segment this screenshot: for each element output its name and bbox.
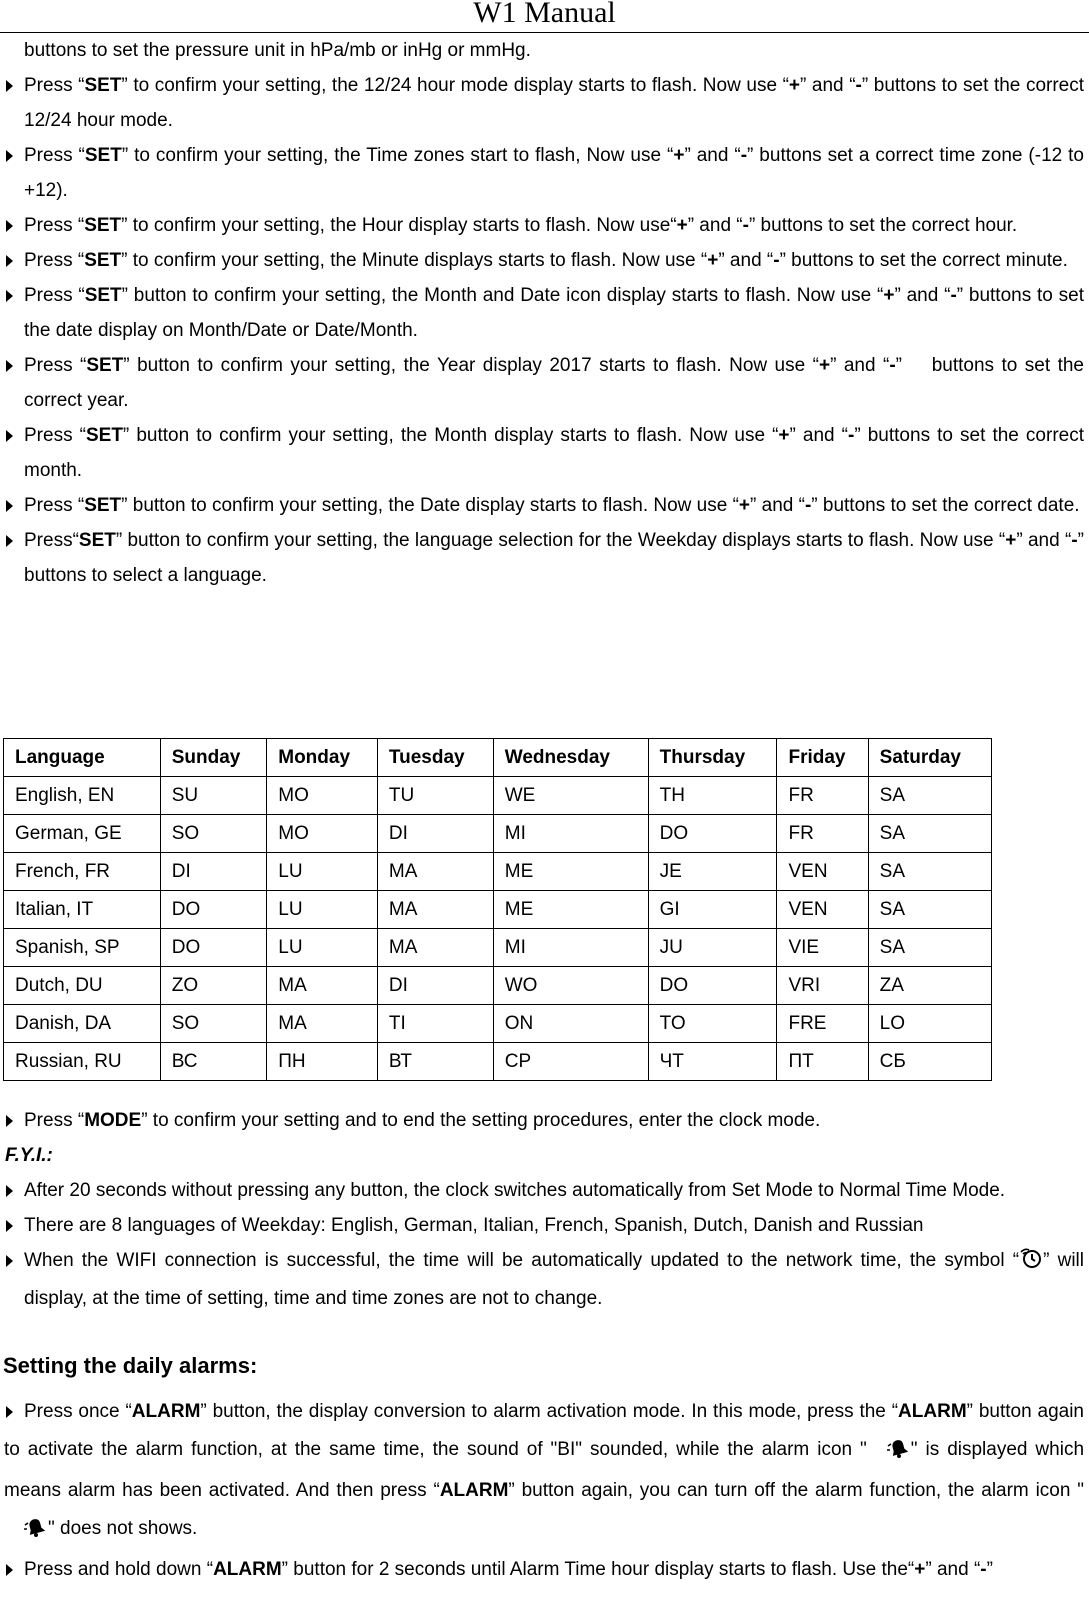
table-cell: VEN — [777, 891, 868, 929]
table-cell: DI — [377, 967, 493, 1005]
table-cell: TH — [648, 777, 777, 815]
alarm-step-activate: Press once “ALARM” button, the display conversion to alarm activation mode. In this mode, press the “ALARM” button again to activate the alarm function, at the same time, the sound of "BI" sounded, while the alarm icon " " is displayed which means alarm has been activated. And then press “ALARM” button again, you can turn off the alarm function, the alarm icon "" does not shows. — [0, 1393, 1089, 1551]
setup-step: Press “SET” to confirm your setting, the Time zones start to flash, Now use “+” and “-” buttons set a correct time zone (-12 to +12). — [0, 138, 1089, 208]
column-header: Sunday — [160, 739, 267, 777]
column-header: Thursday — [648, 739, 777, 777]
table-cell: DI — [377, 815, 493, 853]
table-row — [4, 967, 992, 1005]
table-cell: SO — [160, 1005, 267, 1043]
alarm-bell-icon — [4, 1513, 48, 1551]
table-cell: ON — [493, 1005, 648, 1043]
table-cell: MI — [493, 815, 648, 853]
table-cell: MA — [267, 1005, 378, 1043]
weekday-language-table — [3, 738, 992, 1081]
table-row — [4, 777, 992, 815]
table-cell: ВТ — [377, 1043, 493, 1081]
setup-step: Press “SET” button to confirm your setting, the Month display starts to flash. Now use “+” and “-” buttons to set the correct month. — [0, 418, 1089, 488]
post-table-section — [0, 1103, 1089, 1589]
table-cell: TU — [377, 777, 493, 815]
table-cell: СР — [493, 1043, 648, 1081]
table-cell: DO — [160, 929, 267, 967]
bullet-arrow-icon — [6, 430, 13, 442]
table-cell: TO — [648, 1005, 777, 1043]
bullet-arrow-icon — [6, 360, 13, 372]
setup-step: Press “SET” to confirm your setting, the Hour display starts to flash. Now use“+” and “-” buttons to set the correct hour. — [0, 208, 1089, 243]
table-header-row — [4, 739, 992, 777]
column-header: Wednesday — [493, 739, 648, 777]
table-cell: MO — [267, 815, 378, 853]
alarm-step-set-time: Press and hold down “ALARM” button for 2 seconds until Alarm Time hour display starts to flash. Use the“+” and “-” — [0, 1551, 1089, 1589]
table-row — [4, 929, 992, 967]
table-cell: MA — [377, 853, 493, 891]
table-cell: ZA — [868, 967, 991, 1005]
bullet-arrow-icon — [6, 1185, 13, 1197]
table-cell: SA — [868, 815, 991, 853]
table-cell: Danish, DA — [4, 1005, 161, 1043]
table-cell: GI — [648, 891, 777, 929]
intro-line: buttons to set the pressure unit in hPa/mb or inHg or mmHg. — [24, 40, 531, 61]
table-row — [4, 891, 992, 929]
setup-steps — [0, 33, 1089, 593]
setup-step: Press “SET” to confirm your setting, the Minute displays starts to flash. Now use “+” and “-” buttons to set the correct minute. — [0, 243, 1089, 278]
table-cell: French, FR — [4, 853, 161, 891]
page-header — [0, 0, 1089, 33]
document-title: W1 Manual — [473, 0, 616, 29]
column-header: Monday — [267, 739, 378, 777]
table-cell: VRI — [777, 967, 868, 1005]
mode-step: Press “MODE” to confirm your setting and to end the setting procedures, enter the clock mode. — [0, 1103, 1089, 1138]
setup-step: Press “SET” button to confirm your setting, the Year display 2017 starts to flash. Now use “+” and “-” buttons to set the correct year. — [0, 348, 1089, 418]
table-cell: SA — [868, 853, 991, 891]
alarm-bell-icon — [867, 1434, 911, 1472]
table-cell: ME — [493, 853, 648, 891]
table-row — [4, 815, 992, 853]
table-cell: ME — [493, 891, 648, 929]
table-cell: DI — [160, 853, 267, 891]
network-time-icon — [1019, 1246, 1043, 1281]
bullet-arrow-icon — [6, 1564, 13, 1576]
table-cell: LU — [267, 929, 378, 967]
bullet-arrow-icon — [6, 1255, 13, 1267]
table-cell: VEN — [777, 853, 868, 891]
table-cell: DO — [160, 891, 267, 929]
table-cell: MA — [377, 891, 493, 929]
setup-step: Press “SET” button to confirm your setting, the Date display starts to flash. Now use “+” and “-” buttons to set the correct date. — [0, 488, 1089, 523]
table-cell: ПТ — [777, 1043, 868, 1081]
column-header: Tuesday — [377, 739, 493, 777]
table-cell: MO — [267, 777, 378, 815]
bullet-arrow-icon — [6, 80, 13, 92]
table-cell: German, GE — [4, 815, 161, 853]
table-cell: SA — [868, 929, 991, 967]
table-cell: FRE — [777, 1005, 868, 1043]
table-cell: DO — [648, 815, 777, 853]
fyi-label: F.Y.I.: — [5, 1145, 53, 1166]
bullet-arrow-icon — [6, 255, 13, 267]
table-cell: СБ — [868, 1043, 991, 1081]
table-cell: ЧТ — [648, 1043, 777, 1081]
bullet-arrow-icon — [6, 1220, 13, 1232]
table-row — [4, 1005, 992, 1043]
table-cell: DO — [648, 967, 777, 1005]
table-row — [4, 853, 992, 891]
table-cell: LU — [267, 891, 378, 929]
table-cell: SA — [868, 891, 991, 929]
bullet-arrow-icon — [6, 1406, 13, 1418]
bullet-arrow-icon — [6, 150, 13, 162]
table-cell: WO — [493, 967, 648, 1005]
setup-step: Press “SET” to confirm your setting, the 12/24 hour mode display starts to flash. Now use “+” and “-” buttons to set the correct 12/24 hour mode. — [0, 68, 1089, 138]
table-cell: ПН — [267, 1043, 378, 1081]
table-cell: MA — [267, 967, 378, 1005]
table-cell: LO — [868, 1005, 991, 1043]
table-cell: Dutch, DU — [4, 967, 161, 1005]
table-cell: SU — [160, 777, 267, 815]
table-cell: VIE — [777, 929, 868, 967]
table-cell: ВС — [160, 1043, 267, 1081]
table-cell: WE — [493, 777, 648, 815]
column-header: Saturday — [868, 739, 991, 777]
setup-step: Press“SET” button to confirm your setting, the language selection for the Weekday displays starts to flash. Now use “+” and “-” buttons to select a language. — [0, 523, 1089, 593]
table-cell: MI — [493, 929, 648, 967]
bullet-arrow-icon — [6, 220, 13, 232]
table-cell: English, EN — [4, 777, 161, 815]
table-cell: Russian, RU — [4, 1043, 161, 1081]
fyi-item-wifi: When the WIFI connection is successful, the time will be automatically updated to the network time, the symbol “ ” will display, at the time of setting, time and time zones are not to change. — [0, 1243, 1089, 1316]
table-cell: FR — [777, 815, 868, 853]
table-cell: TI — [377, 1005, 493, 1043]
table-cell: ZO — [160, 967, 267, 1005]
table-cell: SO — [160, 815, 267, 853]
table-cell: JE — [648, 853, 777, 891]
table-cell: SA — [868, 777, 991, 815]
table-cell: Italian, IT — [4, 891, 161, 929]
column-header: Language — [4, 739, 161, 777]
table-cell: LU — [267, 853, 378, 891]
bullet-arrow-icon — [6, 535, 13, 547]
fyi-item: There are 8 languages of Weekday: English, German, Italian, French, Spanish, Dutch, Danish and Russian — [0, 1208, 1089, 1243]
table-row — [4, 1043, 992, 1081]
column-header: Friday — [777, 739, 868, 777]
bullet-arrow-icon — [6, 1115, 13, 1127]
table-cell: MA — [377, 929, 493, 967]
table-cell: JU — [648, 929, 777, 967]
table-cell: Spanish, SP — [4, 929, 161, 967]
table-cell: FR — [777, 777, 868, 815]
section-heading: Setting the daily alarms: — [3, 1353, 258, 1378]
bullet-arrow-icon — [6, 290, 13, 302]
fyi-item: After 20 seconds without pressing any button, the clock switches automatically from Set Mode to Normal Time Mode. — [0, 1173, 1089, 1208]
bullet-arrow-icon — [6, 500, 13, 512]
setup-step: Press “SET” button to confirm your setting, the Month and Date icon display starts to flash. Now use “+” and “-” buttons to set the date display on Month/Date or Date/Month. — [0, 278, 1089, 348]
